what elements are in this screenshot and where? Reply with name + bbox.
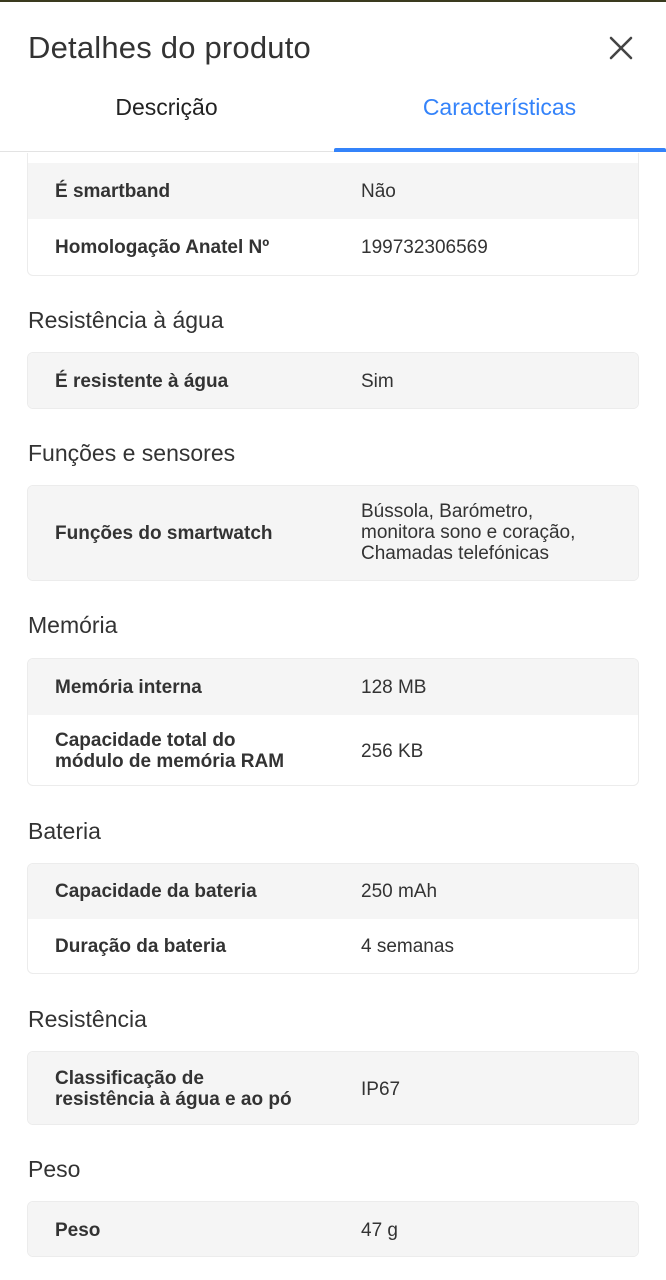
spec-row xyxy=(28,1202,638,1257)
spec-card-bateria xyxy=(27,863,639,974)
spec-value: Não xyxy=(361,181,396,202)
spec-key: Duração da bateria xyxy=(55,936,227,957)
tab-caracteristicas[interactable]: Características xyxy=(422,94,577,120)
section-title-resistencia-agua: Resistência à água xyxy=(28,307,224,333)
spec-card-peso xyxy=(27,1201,639,1257)
spec-key-line: módulo de memória RAM xyxy=(55,751,285,772)
spec-row xyxy=(28,486,638,581)
modal-header xyxy=(0,2,666,152)
spec-value-line: Bússola, Barómetro, xyxy=(361,501,534,522)
section-title-memoria: Memória xyxy=(28,612,118,638)
spec-value-line: Chamadas telefónicas xyxy=(361,543,549,564)
spec-key: Memória interna xyxy=(55,677,202,698)
spec-row xyxy=(28,353,638,409)
spec-value: 250 mAh xyxy=(361,881,438,902)
spec-key-line: Capacidade total do xyxy=(55,730,236,751)
spec-value: IP67 xyxy=(361,1079,401,1100)
spec-key: Homologação Anatel Nº xyxy=(55,237,270,258)
spec-key: Funções do smartwatch xyxy=(55,523,273,544)
spec-value: 4 semanas xyxy=(361,936,454,957)
spec-key: Peso xyxy=(55,1220,101,1241)
spec-card-resistencia-agua xyxy=(27,352,639,409)
spec-key: Capacidade da bateria xyxy=(55,881,257,902)
tab-descricao[interactable]: Descrição xyxy=(115,94,218,120)
spec-value-multiline xyxy=(361,501,621,564)
close-icon[interactable] xyxy=(604,31,638,65)
spec-key-line: resistência à água e ao pó xyxy=(55,1089,292,1110)
spec-value: Sim xyxy=(361,371,394,392)
spec-value: 256 KB xyxy=(361,741,424,762)
spec-row xyxy=(28,715,638,786)
spec-card-resistencia xyxy=(27,1051,639,1125)
spec-key: É smartband xyxy=(55,181,171,202)
spec-value-line: monitora sono e coração, xyxy=(361,522,576,543)
spec-card-general xyxy=(27,153,639,276)
section-title-resistencia: Resistência xyxy=(28,1006,147,1032)
spec-row xyxy=(28,919,638,974)
spec-key-multiline xyxy=(55,730,325,772)
spec-row xyxy=(28,1052,638,1125)
spec-value: 47 g xyxy=(361,1220,398,1241)
spec-card-funcoes xyxy=(27,485,639,581)
spec-key: É resistente à água xyxy=(55,371,229,392)
section-title-funcoes-sensores: Funções e sensores xyxy=(28,440,236,466)
active-tab-indicator xyxy=(334,148,666,152)
spec-key-line: Classificação de xyxy=(55,1068,204,1089)
spec-value: 128 MB xyxy=(361,677,427,698)
spec-row xyxy=(28,163,638,219)
spec-value: 199732306569 xyxy=(361,237,488,258)
spec-key-multiline xyxy=(55,1068,325,1110)
spec-card-memoria xyxy=(27,658,639,786)
spec-row xyxy=(28,219,638,275)
spec-row xyxy=(28,659,638,715)
spec-row xyxy=(28,864,638,919)
section-title-peso: Peso xyxy=(28,1156,81,1182)
page-title: Detalhes do produto xyxy=(28,30,311,65)
section-title-bateria: Bateria xyxy=(28,818,101,844)
